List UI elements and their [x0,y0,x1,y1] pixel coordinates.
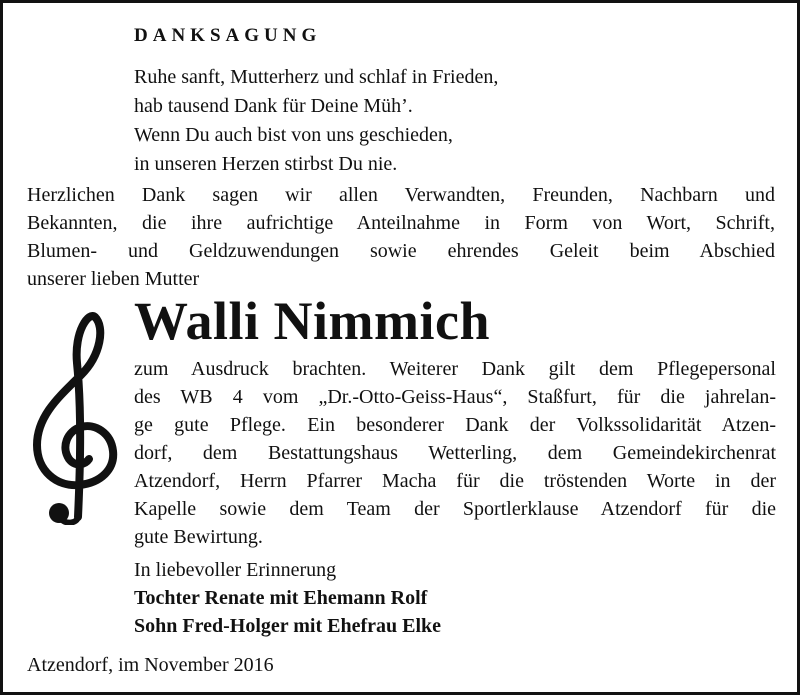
poem-line: hab tausend Dank für Deine Müh’. [134,95,413,117]
thanks-body-paragraph [134,355,776,551]
closing-intro: In liebevoller Erinnerung [134,559,337,581]
intro-line: Bekannten, die ihre aufrichtige Anteilnahme in Form von Wort, Schrift, [27,212,775,234]
thanks-intro-paragraph [27,181,775,293]
body-line: gute Bewirtung. [134,526,263,548]
closing-block [134,556,441,640]
body-line: zum Ausdruck brachten. Weiterer Dank gilt dem Pflegepersonal [134,358,776,380]
place-and-date: Atzendorf, im November 2016 [27,654,274,676]
memorial-poem [134,63,498,179]
poem-line: Wenn Du auch bist von uns geschieden, [134,124,453,146]
poem-line: in unseren Herzen stirbst Du nie. [134,153,398,175]
body-line: ge gute Pflege. Ein besonderer Dank der Volkssolidarität Atzen- [134,414,776,436]
signer-line: Sohn Fred-Holger mit Ehefrau Elke [134,615,442,637]
intro-line: Herzlichen Dank sagen wir allen Verwandten, Freunden, Nachbarn und [27,184,775,206]
body-line: dorf, dem Bestattungshaus Wetterling, dem Gemeindekirchenrat [134,442,776,464]
body-line: Kapelle sowie dem Team der Sportlerklause Atzendorf für die [134,498,776,520]
body-line: des WB 4 vom „Dr.-Otto-Geiss-Haus“, Staßfurt, für die jahrelan- [134,386,776,408]
deceased-name: Walli Nimmich [134,291,490,351]
treble-clef-icon [23,303,123,525]
signer-line: Tochter Renate mit Ehemann Rolf [134,587,428,609]
notice-heading: DANKSAGUNG [134,25,322,46]
poem-line: Ruhe sanft, Mutterherz und schlaf in Frieden, [134,66,499,88]
intro-line: Blumen- und Geldzuwendungen sowie ehrendes Geleit beim Abschied [27,240,775,262]
body-line: Atzendorf, Herrn Pfarrer Macha für die tröstenden Worte in der [134,470,776,492]
intro-line: unserer lieben Mutter [27,268,200,290]
